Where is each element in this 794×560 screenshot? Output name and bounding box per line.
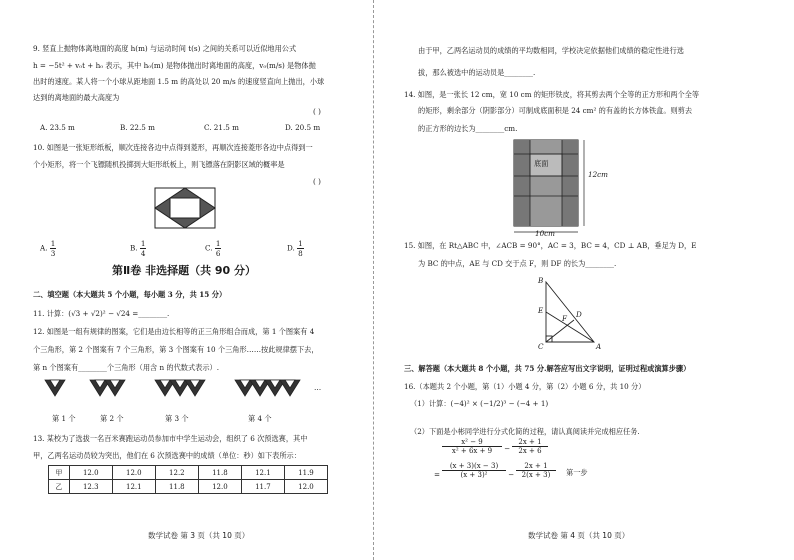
- q12-line1: 12. 如图是一组有规律的图案，它们是由边长相等的正三角形组合而成，第 1 个图案有 4: [33, 327, 315, 336]
- q11-text: 11. 计算：(√3 + √2)² − √24 =________.: [33, 309, 170, 318]
- q12-caption-2: 第 2 个: [100, 414, 124, 423]
- table-cell: 11.8: [198, 466, 241, 480]
- table-cell: 12.0: [69, 466, 112, 480]
- q12-line3: 第 n 个图案有________个三角形（用含 n 的代数式表示）.: [33, 363, 219, 372]
- q14-label-width: 10cm: [535, 229, 555, 238]
- q12-line2: 个三角形，第 2 个图案有 7 个三角形，第 3 个图案有 10 个三角形……按此规律摆下去，: [33, 345, 319, 354]
- table-cell: 11.8: [155, 480, 198, 494]
- table-cell: 12.3: [69, 480, 112, 494]
- q16-expr1: $\frac{\text{x² − 9}}{\text{x² + 6x + 9}}$: [442, 438, 502, 455]
- table-cell: 11.9: [284, 466, 327, 480]
- q10-line2: 个小矩形，将一个飞镖随机投掷到大矩形纸板上，则飞镖落在阴影区域的概率是: [33, 160, 285, 169]
- q14-line3: 的正方形的边长为________cm.: [418, 124, 518, 133]
- q10-option-d: D. $\frac{1}{8}$: [287, 239, 303, 258]
- q14-line1: 14. 如图，是一张长 12 cm，宽 10 cm 的矩形铁皮，将其剪去两个全等的正方形和两个全等: [404, 90, 700, 99]
- q15-point-b: B: [538, 276, 544, 285]
- table-cell: 12.0: [198, 480, 241, 494]
- q14-label-base: 底面: [534, 159, 549, 168]
- q13-cont-line2: 拔，那么被选中的运动员是________.: [418, 68, 536, 77]
- q15-line1: 15. 如图，在 Rt△ABC 中，∠ACB = 90°，AC = 3，BC = 4，CD ⊥ AB，垂足为 D，E: [404, 241, 697, 250]
- q14-label-height: 12cm: [588, 170, 608, 179]
- q16-step-label: 第一步: [566, 468, 588, 477]
- q16-part1: （1）计算：(−4)² × (−1/2)³ − (−4 + 1): [410, 399, 549, 408]
- q13-cont-line1: 由于甲，乙两名运动员的成绩的平均数相同，学校决定依据他们成绩的稳定性进行选: [418, 46, 684, 55]
- q10-option-c: C. $\frac{1}{6}$: [205, 239, 221, 258]
- page-divider: [373, 0, 375, 560]
- q9-bracket: ( ): [313, 107, 321, 116]
- q9-line4: 达到的离地面的最大高度为: [33, 93, 120, 102]
- q9-option-c: C. 21.5 m: [204, 123, 239, 132]
- q9-line3: 出时的速度。某人将一个小球从距地面 1.5 m 的高处以 20 m/s 的速度竖直向上抛出，小球: [33, 77, 325, 86]
- q12-caption-4: 第 4 个: [248, 414, 272, 423]
- q15-point-f: F: [562, 314, 567, 323]
- q16-expr3: $\frac{(x + 3)(x - 3)}{\text{(x + 3)²}}$: [442, 462, 506, 479]
- table-cell: 12.0: [284, 480, 327, 494]
- right-page: [378, 0, 794, 560]
- q15-point-e: E: [538, 306, 544, 315]
- q12-caption-1: 第 1 个: [52, 414, 76, 423]
- q10-option-a: A. $\frac{1}{3}$: [40, 239, 56, 258]
- q16-minus-2: −: [508, 470, 515, 479]
- section2-heading: 二、填空题（本大题共 5 个小题，每小题 3 分，共 15 分）: [33, 290, 227, 299]
- left-footer: 数学试卷 第 3 页（共 10 页）: [148, 531, 250, 540]
- q9-option-a: A. 23.5 m: [40, 123, 75, 132]
- q14-line2: 的矩形，剩余部分（阴影部分）可制成底面积是 24 cm² 的有盖的长方体铁盒。则剪去: [418, 106, 693, 115]
- volume-title: 第Ⅱ卷 非选择题（共 90 分）: [112, 264, 257, 277]
- table-cell: 12.1: [112, 480, 155, 494]
- q9-option-b: B. 22.5 m: [120, 123, 155, 132]
- q13-line2: 甲，乙两名运动员较为突出，他们在 6 次预选赛中的成绩（单位：秒）如下表所示：: [33, 451, 301, 460]
- q10-line1: 10. 如图是一张矩形纸板，顺次连接各边中点得到菱形，再顺次连接菱形各边中点得到一: [33, 143, 313, 152]
- q9-option-d: D. 20.5 m: [285, 123, 321, 132]
- q12-ellipsis: …: [314, 383, 322, 392]
- q15-line2: 为 BC 的中点，AE 与 CD 交于点 F，则 DF 的长为________.: [418, 259, 617, 268]
- right-footer: 数学试卷 第 4 页（共 10 页）: [528, 531, 630, 540]
- q12-triangle-pattern: [45, 378, 335, 408]
- q13-line1: 13. 某校为了选拔一名百米赛跑运动员参加市中学生运动会，组织了 6 次预选赛，其中: [33, 434, 308, 443]
- q16-minus: −: [504, 444, 511, 453]
- q15-point-c: C: [538, 342, 544, 351]
- q16-line1: 16.（本题共 2 个小题，第（1）小题 4 分，第（2）小题 6 分，共 10 分）: [404, 382, 646, 391]
- q12-caption-3: 第 3 个: [165, 414, 189, 423]
- table-cell: 甲: [49, 466, 70, 480]
- q13-score-table: [48, 465, 328, 494]
- table-cell: 12.2: [155, 466, 198, 480]
- table-row: [49, 480, 328, 494]
- q15-point-a: A: [596, 342, 602, 351]
- table-row: [49, 466, 328, 480]
- table-cell: 12.1: [241, 466, 284, 480]
- q14-box-net-figure: [514, 140, 614, 240]
- q9-line1: 9. 竖直上抛物体离地面的高度 h(m) 与运动时间 t(s) 之间的关系可以近似地用公式: [33, 44, 297, 53]
- q16-eq: =: [434, 470, 441, 479]
- q10-rectangle-figure: [155, 188, 215, 228]
- q16-part2: （2）下面是小彬同学进行分式化简的过程，请认真阅读并完成相应任务.: [410, 427, 640, 436]
- table-cell: 11.7: [241, 480, 284, 494]
- table-cell: 12.0: [112, 466, 155, 480]
- q16-expr4: $\frac{2x + 1}{2(x + 3)}$: [516, 462, 556, 479]
- q10-bracket: ( ): [313, 177, 321, 186]
- section3-heading: 三、解答题（本大题共 8 个小题，共 75 分.解答应写出文字说明，证明过程或演算步骤）: [404, 364, 691, 373]
- q9-line2: h = −5t² + v₀t + h₀ 表示，其中 h₀(m) 是物体抛出时离地面的高度，v₀(m/s) 是物体抛: [33, 61, 316, 70]
- q10-option-b: B. $\frac{1}{4}$: [130, 239, 146, 258]
- q16-expr2: $\frac{2x + 1}{2x + 6}$: [512, 438, 548, 455]
- table-cell: 乙: [49, 480, 70, 494]
- q15-point-d: D: [576, 310, 582, 319]
- left-page: [0, 0, 372, 560]
